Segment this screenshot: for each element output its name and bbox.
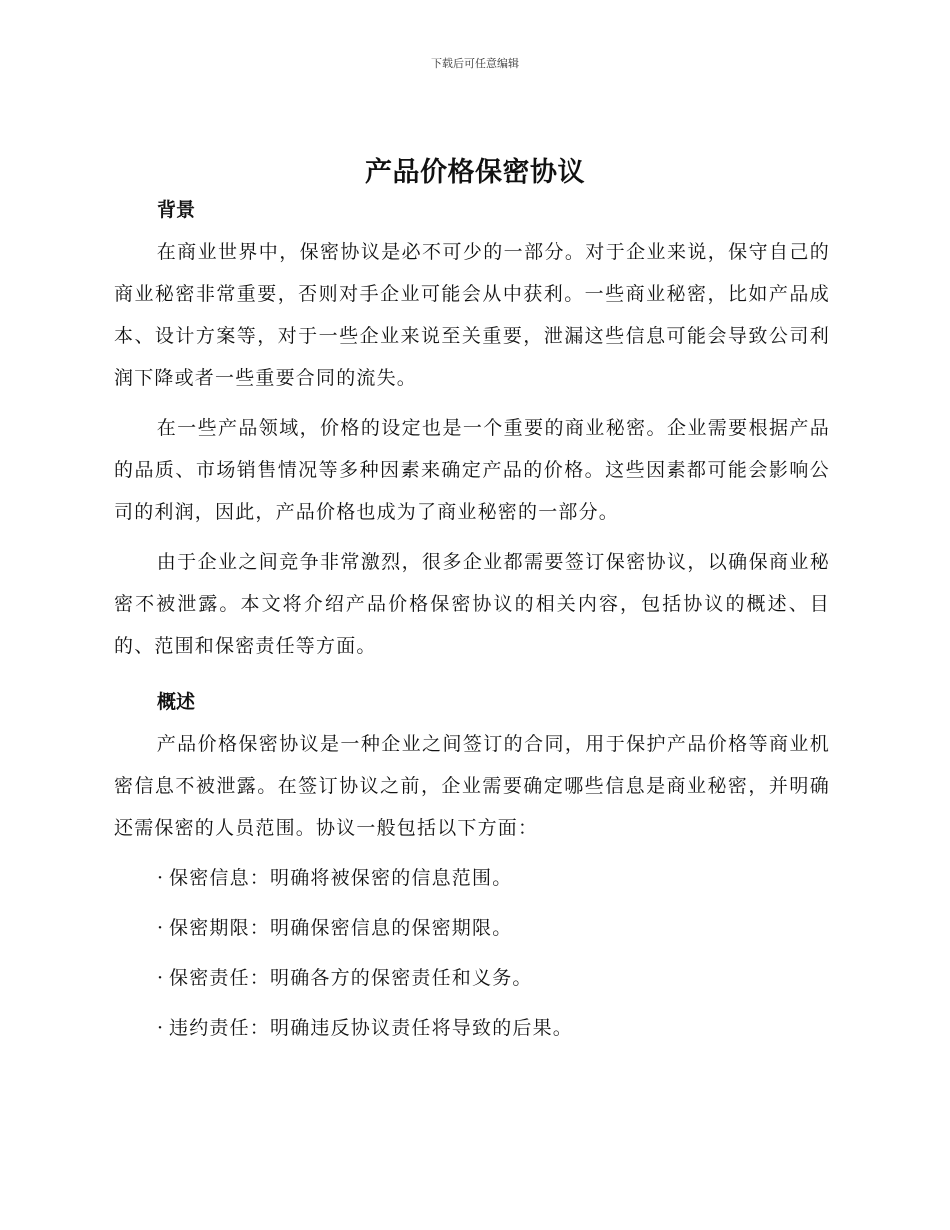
document-title: 产品价格保密协议 bbox=[365, 157, 585, 188]
header-note: 下载后可任意编辑 bbox=[431, 57, 519, 70]
list-item bbox=[114, 1003, 830, 1053]
bullet-icon: · bbox=[157, 1017, 165, 1039]
paragraph: 产品价格保密协议是一种企业之间签订的合同，用于保护产品价格等商业机密信息不被泄露。在签订协议之前，企业需要确定哪些信息是商业秘密，并明确还需保密的人员范围。协议一般包括以下方面： bbox=[114, 733, 830, 839]
bullet-icon: · bbox=[157, 917, 165, 939]
list-item-text: 保密期限：明确保密信息的保密期限。 bbox=[169, 917, 513, 939]
section-background bbox=[114, 195, 830, 667]
list-item bbox=[114, 953, 830, 1003]
paragraph: 由于企业之间竞争非常激烈，很多企业都需要签订保密协议，以确保商业秘密不被泄露。本文将介绍产品价格保密协议的相关内容，包括协议的概述、目的、范围和保密责任等方面。 bbox=[114, 551, 830, 657]
section-overview bbox=[114, 687, 830, 1053]
list-item-text: 保密信息：明确将被保密的信息范围。 bbox=[169, 867, 513, 889]
document-body bbox=[114, 195, 830, 1053]
bullet-icon: · bbox=[157, 967, 165, 989]
list-item-text: 保密责任：明确各方的保密责任和义务。 bbox=[169, 967, 533, 989]
list-item bbox=[114, 903, 830, 953]
list-item-text: 违约责任：明确违反协议责任将导致的后果。 bbox=[169, 1017, 574, 1039]
bullet-icon: · bbox=[157, 867, 165, 889]
paragraph: 在一些产品领域，价格的设定也是一个重要的商业秘密。企业需要根据产品的品质、市场销售情况等多种因素来确定产品的价格。这些因素都可能会影响公司的利润，因此，产品价格也成为了商业秘密的一部分。 bbox=[114, 417, 830, 523]
bullet-list bbox=[114, 853, 830, 1053]
paragraph: 在商业世界中，保密协议是必不可少的一部分。对于企业来说，保守自己的商业秘密非常重要，否则对手企业可能会从中获利。一些商业秘密，比如产品成本、设计方案等，对于一些企业来说至关重要，泄漏这些信息可能会导致公司利润下降或者一些重要合同的流失。 bbox=[114, 241, 830, 389]
list-item bbox=[114, 853, 830, 903]
section-heading: 背景 bbox=[157, 199, 196, 221]
section-heading: 概述 bbox=[157, 691, 196, 713]
